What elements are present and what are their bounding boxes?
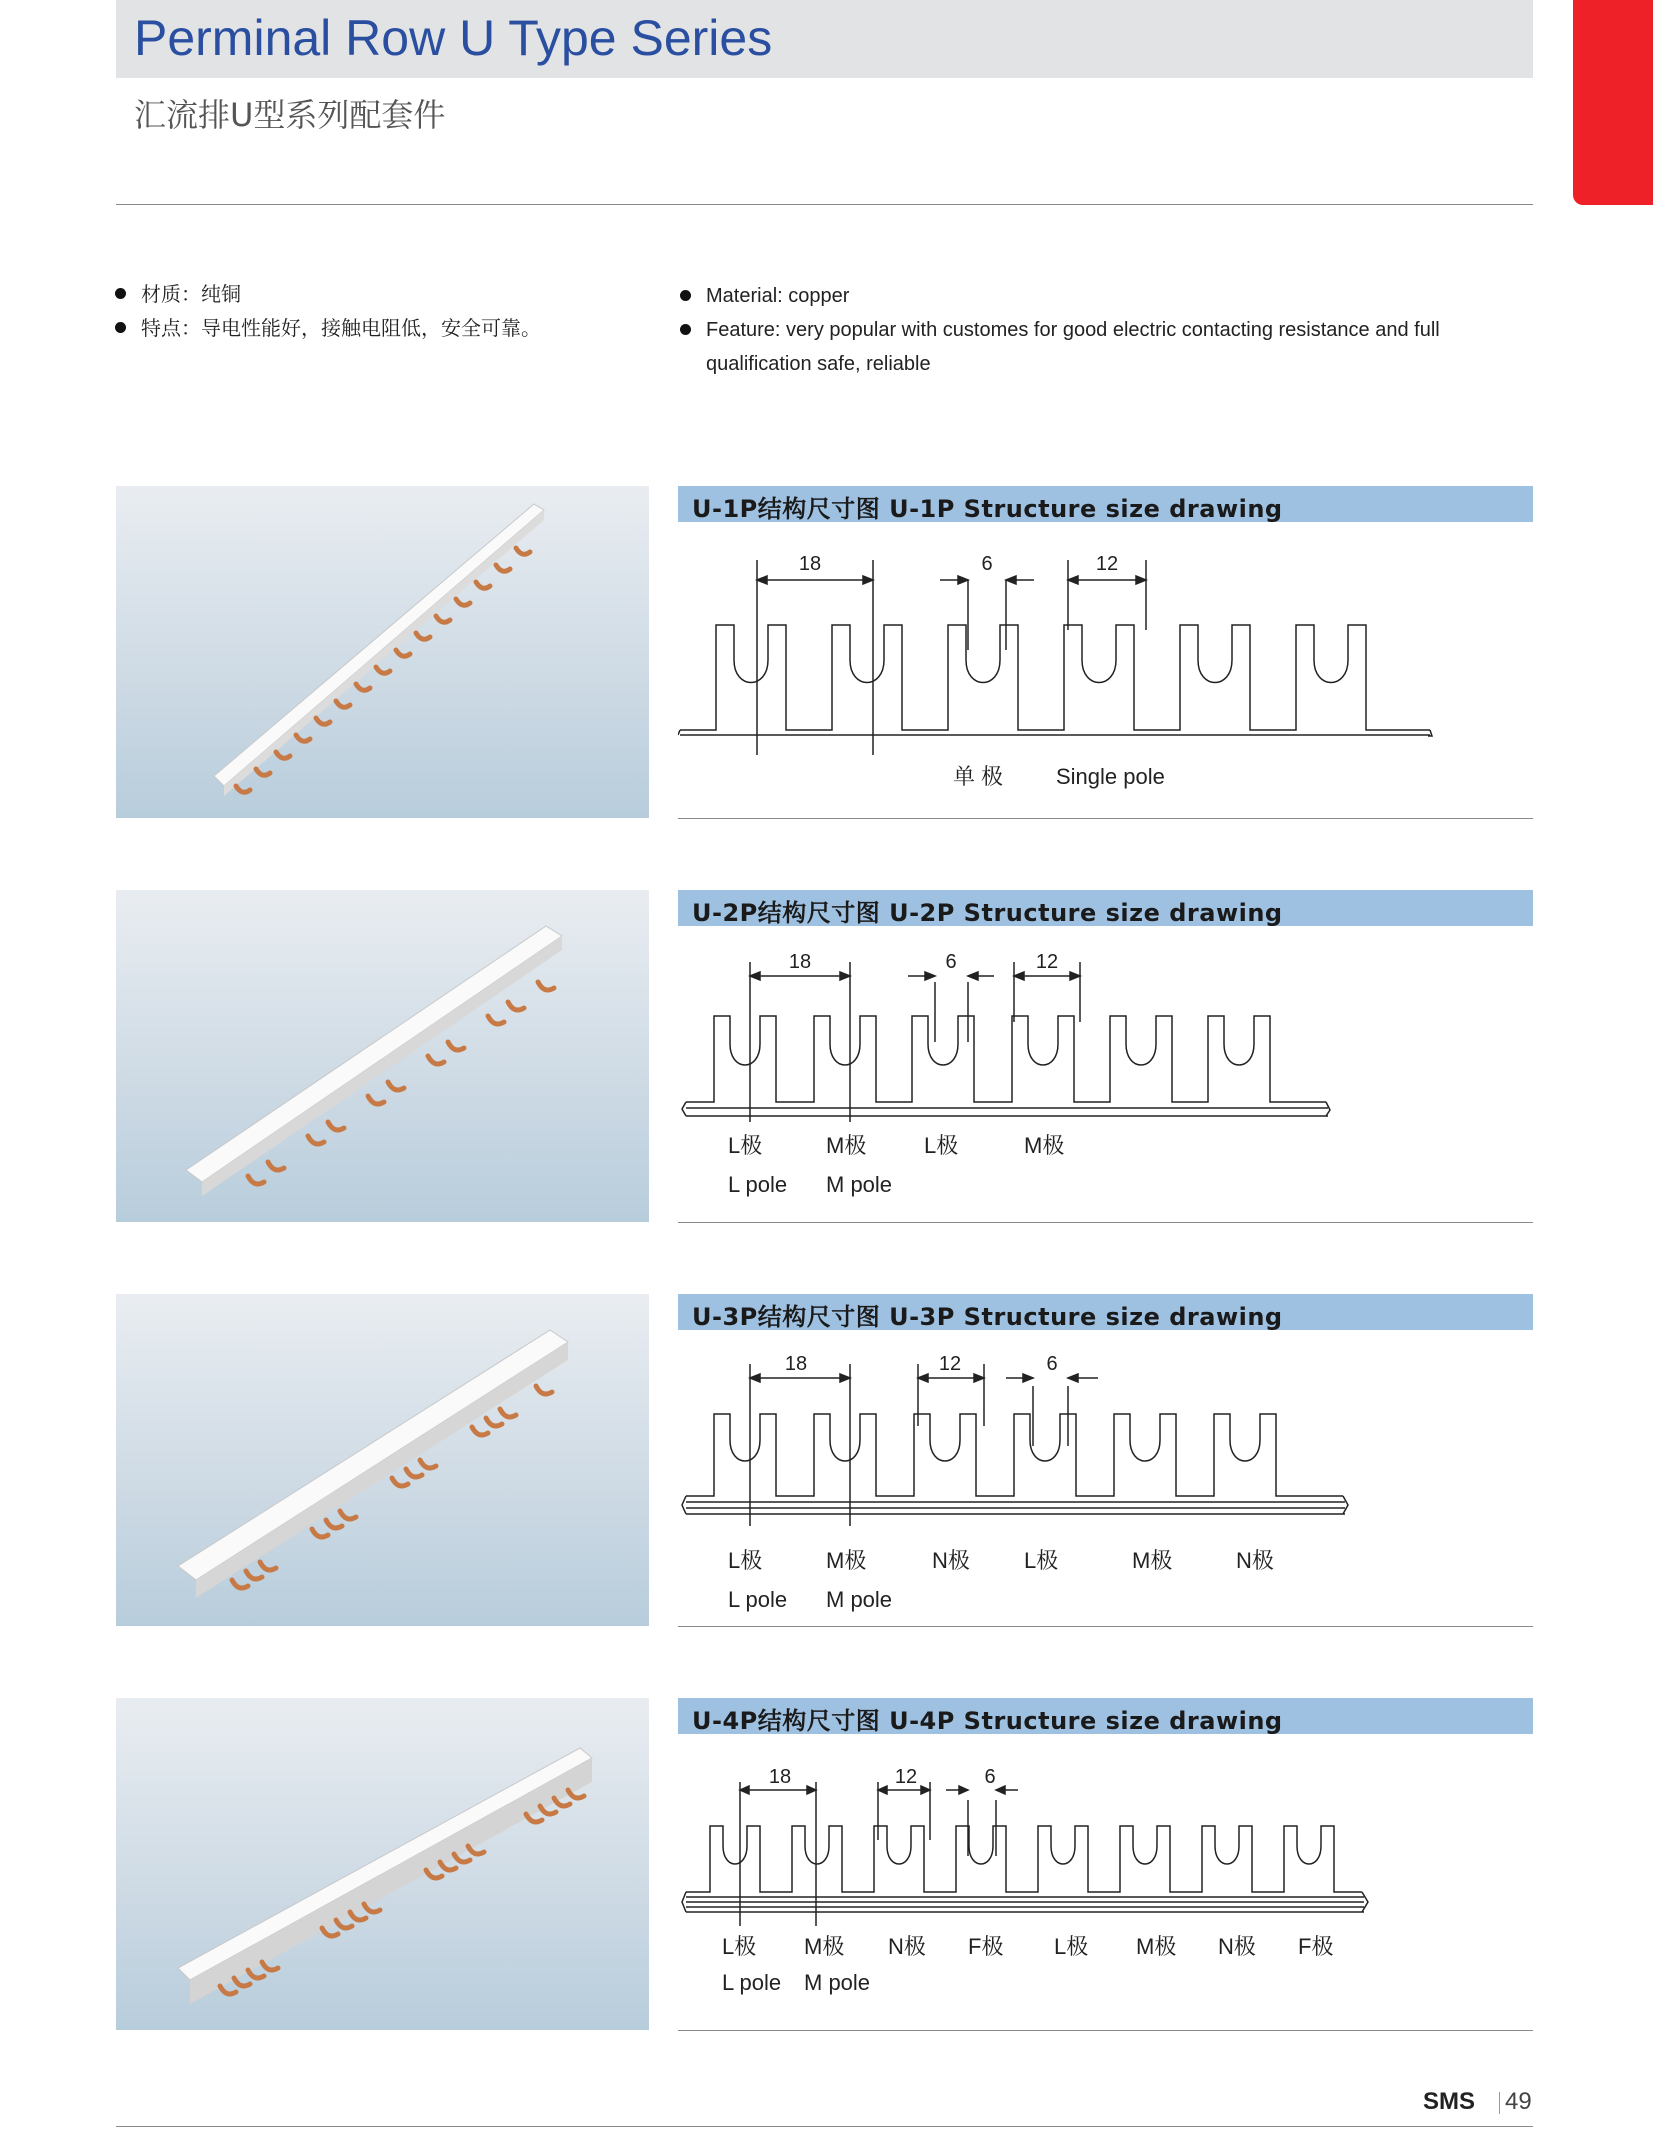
product-photo-u2p <box>116 890 649 1222</box>
section-title-u3p: U-3P结构尺寸图 U-3P Structure size drawing <box>692 1303 1283 1331</box>
pole-label-zh-4: L极 <box>1024 1548 1059 1573</box>
dim-pitch: 18 <box>784 1353 808 1375</box>
drawing-u2p <box>678 932 1438 1222</box>
page-subtitle: 汇流排U型系列配套件 <box>134 96 446 134</box>
dim-slot: 6 <box>981 553 993 575</box>
caption-en: Single pole <box>1056 764 1165 789</box>
product-photo-u1p <box>116 486 649 818</box>
section-title-u1p: U-1P结构尺寸图 U-1P Structure size drawing <box>692 495 1283 523</box>
pole-label-zh-3: N极 <box>888 1934 926 1959</box>
section-divider-u4p <box>678 2030 1533 2031</box>
dim-pitch: 18 <box>798 553 822 575</box>
dim-slot: 6 <box>945 951 957 973</box>
feature-zh-material: 材质：纯铜 <box>115 277 675 311</box>
pole-label-en-2: M pole <box>826 1587 893 1612</box>
page-title: Perminal Row U Type Series <box>134 10 773 66</box>
features-en <box>680 279 1520 381</box>
section-title-u4p: U-4P结构尺寸图 U-4P Structure size drawing <box>692 1707 1283 1735</box>
busbar-u4p-illustration <box>116 1698 649 2030</box>
product-photo-u3p <box>116 1294 649 1626</box>
drawing-u3p <box>678 1336 1438 1626</box>
drawing-u4p <box>678 1740 1438 2030</box>
pole-label-zh-8: F极 <box>1298 1934 1334 1959</box>
busbar-u2p-illustration <box>116 890 649 1222</box>
pole-label-zh-1: L极 <box>722 1934 757 1959</box>
drawing-u1p <box>678 530 1438 800</box>
pole-label-zh-1: L极 <box>728 1548 763 1573</box>
pole-label-en-1: L pole <box>728 1587 788 1612</box>
section-title-u2p: U-2P结构尺寸图 U-2P Structure size drawing <box>692 899 1283 927</box>
dim-pitch: 18 <box>768 1766 792 1788</box>
caption-zh: 单 极 <box>952 764 1004 789</box>
dim-width: 12 <box>938 1353 962 1375</box>
pole-label-en-1: L pole <box>728 1172 788 1197</box>
pole-label-zh-3: L极 <box>924 1133 959 1158</box>
pole-label-zh-6: N极 <box>1236 1548 1274 1573</box>
dim-slot: 6 <box>1046 1353 1058 1375</box>
section-divider-u1p <box>678 818 1533 819</box>
page-number: 49 <box>1505 2088 1532 2115</box>
section-divider-u3p <box>678 1626 1533 1627</box>
dim-slot: 6 <box>984 1766 996 1788</box>
features-zh <box>115 277 675 345</box>
pole-label-en-2: M pole <box>826 1172 893 1197</box>
pole-label-en-2: M pole <box>804 1970 871 1995</box>
pole-label-en-1: L pole <box>722 1970 782 1995</box>
section-header-u4p <box>678 1698 1533 1734</box>
product-photo-u4p <box>116 1698 649 2030</box>
pole-label-zh-3: N极 <box>932 1548 970 1573</box>
busbar-u1p-illustration <box>116 486 649 818</box>
dim-pitch: 18 <box>788 951 812 973</box>
pole-label-zh-5: L极 <box>1054 1934 1089 1959</box>
feature-en-material: Material: copper <box>680 279 1520 313</box>
footer-divider <box>116 2126 1533 2127</box>
busbar-u3p-illustration <box>116 1294 649 1626</box>
dim-width: 12 <box>1035 951 1059 973</box>
pole-label-zh-2: M极 <box>826 1133 867 1158</box>
section-header-u2p <box>678 890 1533 926</box>
pole-label-zh-7: N极 <box>1218 1934 1256 1959</box>
header-divider <box>116 204 1533 205</box>
pole-label-zh-1: L极 <box>728 1133 763 1158</box>
pole-label-zh-2: M极 <box>826 1548 867 1573</box>
dim-width: 12 <box>1095 553 1119 575</box>
red-edge-tab <box>1573 0 1653 205</box>
pole-label-zh-5: M极 <box>1132 1548 1173 1573</box>
pole-label-zh-4: M极 <box>1024 1133 1065 1158</box>
dim-width: 12 <box>894 1766 918 1788</box>
footer-separator <box>1499 2092 1500 2114</box>
pole-label-zh-4: F极 <box>968 1934 1004 1959</box>
section-divider-u2p <box>678 1222 1533 1223</box>
section-header-u1p <box>678 486 1533 522</box>
feature-zh-characteristic: 特点：导电性能好，接触电阻低，安全可靠。 <box>115 311 675 345</box>
footer-brand: SMS <box>1423 2088 1476 2115</box>
pole-label-zh-6: M极 <box>1136 1934 1177 1959</box>
section-header-u3p <box>678 1294 1533 1330</box>
pole-label-zh-2: M极 <box>804 1934 845 1959</box>
feature-en-characteristic: Feature: very popular with customes for good electric contacting resistance and full qualification safe, reliable <box>680 313 1520 381</box>
